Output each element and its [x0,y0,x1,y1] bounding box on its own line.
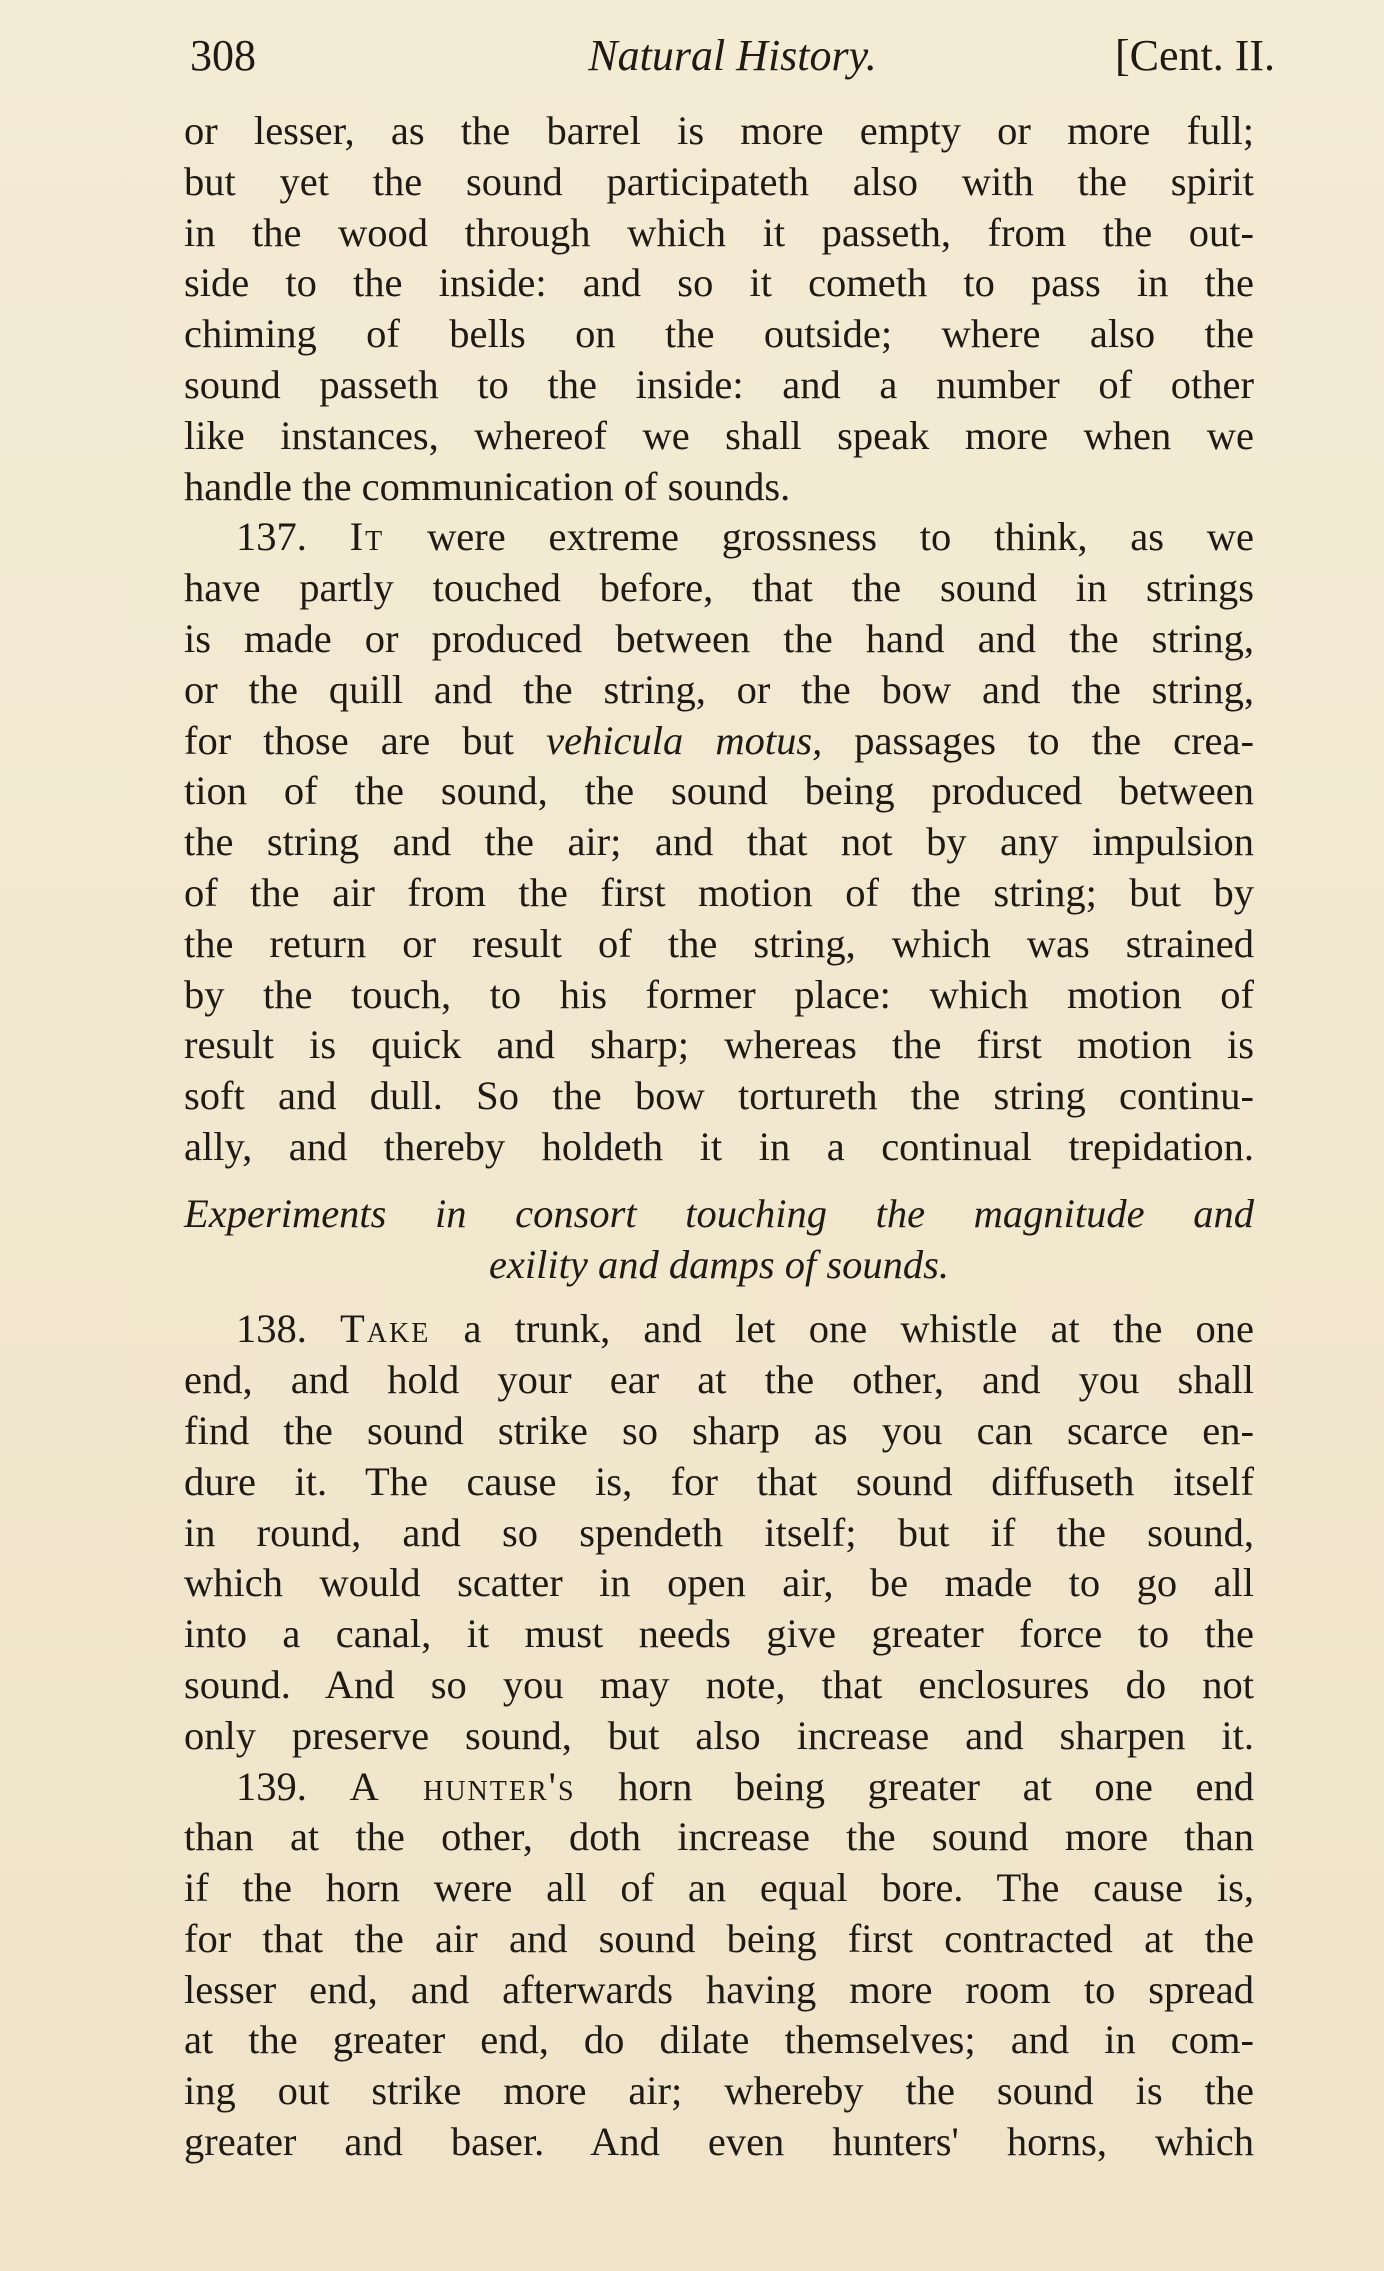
text-line: by the touch, to his former place: which motion of [184,971,1254,1017]
text-line: soft and dull. So the bow tortureth the string continu- [184,1073,1254,1119]
running-title: Natural History. [588,31,877,80]
page-number: 308 [190,31,256,80]
text-run: a trunk, and let one whistle at the one [463,1306,1255,1352]
text-run: for those are but [184,717,515,763]
section-heading-line: Experiments in consort touching the magnitude and [184,1190,1254,1236]
text-line: into a canal, it must needs give greater force to the [184,1611,1254,1657]
paragraph-137 [184,512,1254,1172]
text-line: but yet the sound participateth also with the spirit [184,158,1254,204]
text-line: find the sound strike so sharp as you can scarce en- [184,1407,1254,1453]
text-line: for that the air and sound being first contracted at the [184,1915,1254,1961]
text-line: like instances, whereof we shall speak more when we [184,412,1254,458]
text-line: dure it. The cause is, for that sound diffuseth itself [184,1458,1254,1504]
paragraph-number: 137. [236,514,307,560]
text-line: sound passeth to the inside: and a number of other [184,361,1254,407]
running-header [190,26,1275,86]
section-heading-line: exility and damps of sounds. [488,1241,950,1287]
text-line: handle the communication of sounds. [184,463,791,509]
text-run: were extreme grossness to think, as we [427,514,1255,560]
text-line: lesser end, and afterwards having more room to spread [184,1966,1254,2012]
section-heading [184,1189,1254,1291]
text-line: of the air from the first motion of the string; but by [184,869,1254,915]
latin-phrase: vehicula motus, [546,717,823,763]
text-line: in round, and so spendeth itself; but if the sound, [184,1509,1254,1555]
text-line: ally, and thereby holdeth it in a continual trepidation. [184,1123,1254,1169]
text-line: the string and the air; and that not by any impulsion [184,819,1254,865]
text-line: is made or produced between the hand and the string, [184,615,1254,661]
paragraph-number: 139. [236,1763,307,1809]
text-line: at the greater end, do dilate themselves; and in com- [184,2017,1254,2063]
text-line: or the quill and the string, or the bow and the string, [184,666,1254,712]
body-text [184,106,1254,2168]
text-line: side to the inside: and so it cometh to pass in the [184,260,1254,306]
text-line: greater and baser. And even hunters' horns, which [184,2119,1254,2165]
text-line: the return or result of the string, which was strained [184,920,1254,966]
text-line: have partly touched before, that the sound in strings [184,565,1254,611]
paragraph-continuation [184,106,1254,512]
text-line: ing out strike more air; whereby the sound is the [184,2068,1254,2114]
text-line: which would scatter in open air, be made to go all [184,1560,1254,1606]
text-line: if the horn were all of an equal bore. The cause is, [184,1865,1254,1911]
paragraph-number: 138. [236,1306,307,1352]
text-line [184,716,1254,767]
text-line: result is quick and sharp; whereas the first motion is [184,1022,1254,1068]
text-line: in the wood through which it passeth, from the out- [184,209,1254,255]
section-marker: [Cent. II. [1114,31,1275,80]
text-run: passages to the crea- [854,717,1254,763]
text-line-first [184,512,1254,563]
text-line: than at the other, doth increase the sound more than [184,1814,1254,1860]
text-line-first [184,1304,1254,1355]
paragraph-138 [184,1304,1254,1761]
text-line: end, and hold your ear at the other, and you shall [184,1357,1254,1403]
lead-word: It [349,514,385,560]
text-line: sound. And so you may note, that enclosures do not [184,1661,1254,1707]
text-line-first [184,1762,1254,1813]
text-line: tion of the sound, the sound being produced between [184,768,1254,814]
text-line: only preserve sound, but also increase and sharpen it. [184,1712,1254,1758]
text-line: chiming of bells on the outside; where also the [184,311,1254,357]
paragraph-139 [184,1762,1254,2168]
text-run: horn being greater at one end [618,1763,1254,1809]
text-line: or lesser, as the barrel is more empty or more full; [184,108,1254,153]
lead-word: Take [340,1306,431,1352]
lead-word: A hunter's [349,1763,576,1809]
